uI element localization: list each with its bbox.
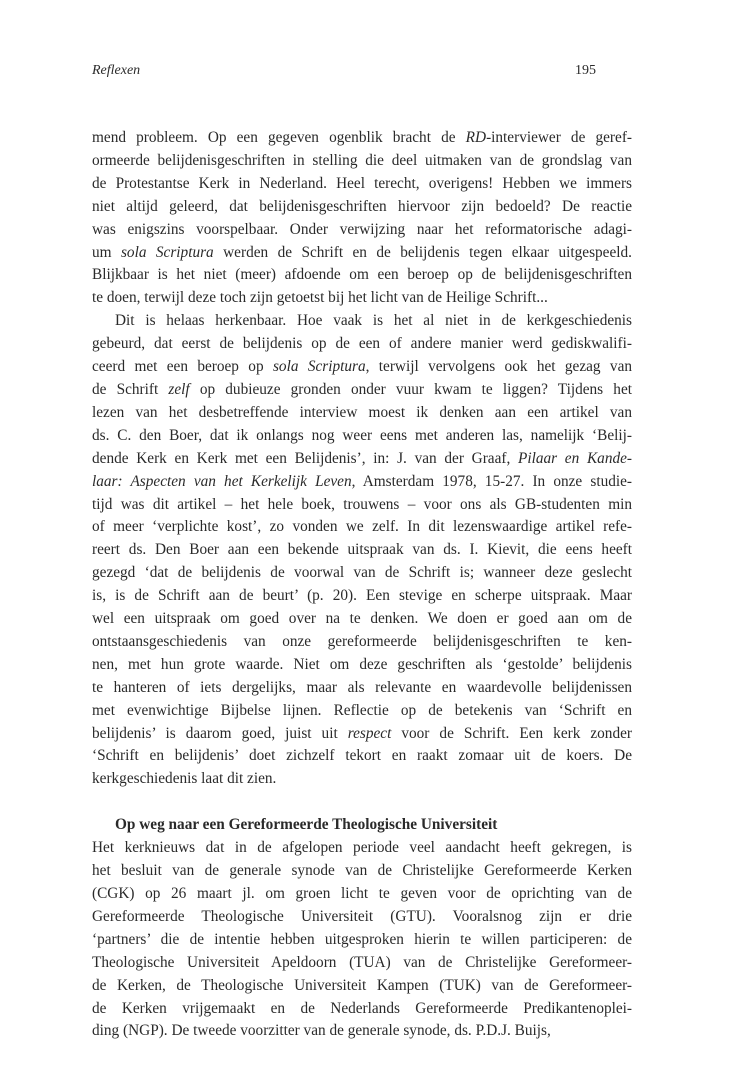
text-line: is, is de Schrift aan de beurt’ (p. 20). Een stevige en scherpe uitspraak. Maar — [92, 587, 632, 605]
paragraph-2 — [92, 310, 632, 791]
text-line: belijdenis’ is daarom goed, juist uit respect voor de Schrift. Een kerk zonder — [92, 724, 632, 742]
text-line: de Protestantse Kerk in Nederland. Heel terecht, overigens! Hebben we immers — [92, 174, 632, 192]
text-line: te hanteren of iets dergelijks, maar als relevante en waardevolle belijdenissen — [92, 678, 632, 696]
text-line: tijd was dit artikel – het hele boek, trouwens – voor ons als GB-studenten min — [92, 495, 632, 513]
text-line: um sola Scriptura werden de Schrift en de belijdenis tegen elkaar uitgespeeld. — [92, 243, 632, 261]
text-line: laar: Aspecten van het Kerkelijk Leven, Amsterdam 1978, 15-27. In onze studie- — [92, 472, 632, 490]
text-line: de Kerken vrijgemaakt en de Nederlands Gereformeerde Predikantenoplei- — [92, 999, 632, 1017]
text-line: lezen van het desbetreffende interview moest ik denken aan een artikel van — [92, 403, 632, 421]
page-number: 195 — [575, 63, 596, 78]
text-line: nen, met hun grote waarde. Niet om deze geschriften als ‘gestolde’ belijdenis — [92, 655, 632, 673]
text-line: te doen, terwijl deze toch zijn getoetst bij het licht van de Heilige Schrift... — [92, 289, 548, 307]
text-line: wel een uitspraak om goed over na te denken. We doen er goed aan om de — [92, 610, 632, 628]
text-line: dende Kerk en Kerk met een Belijdenis’, in: J. van der Graaf, Pilaar en Kande- — [92, 449, 632, 467]
running-title: Reflexen — [92, 63, 141, 78]
text-line: was enigszins voorspelbaar. Onder verwijzing naar het reformatorische adagi- — [92, 220, 632, 238]
text-line: de Kerken, de Theologische Universiteit Kampen (TUK) van de Gereformeer- — [92, 976, 632, 994]
text-line: ‘Schrift en belijdenis’ doet zichzelf tekort en raakt zomaar uit de koers. De — [92, 747, 632, 765]
text-line: met evenwichtige Bijbelse lijnen. Reflectie op de betekenis van ‘Schrift en — [92, 701, 632, 719]
text-line: ds. C. den Boer, dat ik onlangs nog weer eens met anderen las, namelijk ‘Belij- — [92, 426, 632, 444]
body-text — [92, 127, 632, 1043]
text-line: Theologische Universiteit Apeldoorn (TUA) van de Christelijke Gereformeer- — [92, 953, 632, 971]
text-line: ormeerde belijdenisgeschriften in stelling die deel uitmaken van de grondslag van — [92, 151, 632, 169]
text-line: mend probleem. Op een gegeven ogenblik bracht de RD-interviewer de geref- — [92, 129, 633, 146]
text-line: de Schrift zelf op dubieuze gronden onder vuur kwam te liggen? Tijdens het — [92, 380, 632, 398]
text-line: gebeurd, dat eerst de belijdenis op de een of andere manier werd gediskwalifi- — [92, 335, 632, 353]
text-line: ding (NGP). De tweede voorzitter van de generale synode, ds. P.D.J. Buijs, — [92, 1022, 551, 1040]
text-line: (CGK) op 26 maart jl. om groen licht te geven voor de oprichting van de — [92, 885, 632, 902]
text-line: Blijkbaar is het niet (meer) afdoende om een beroep op de belijdenisgeschriften — [92, 266, 632, 284]
paragraph-1 — [92, 127, 632, 310]
running-head — [92, 63, 596, 83]
text-line: Gereformeerde Theologische Universiteit (GTU). Vooralsnog zijn er drie — [92, 907, 632, 925]
text-line: reert ds. Den Boer aan een bekende uitspraak van ds. I. Kievit, die eens heeft — [92, 541, 632, 559]
text-line: het besluit van de generale synode van de Christelijke Gereformeerde Kerken — [92, 862, 632, 880]
section-heading: Op weg naar een Gereformeerde Theologische Universiteit — [115, 816, 498, 834]
paragraph-3 — [92, 837, 632, 1043]
section-spacer — [92, 791, 632, 814]
text-line: ontstaansgeschiedenis van onze gereformeerde belijdenisgeschriften te ken- — [92, 632, 632, 650]
text-line: gezegd ‘dat de belijdenis de voorwal van de Schrift is; wanneer deze geslecht — [92, 564, 632, 582]
text-line: kerkgeschiedenis laat dit zien. — [92, 770, 277, 788]
text-line: ‘partners’ die de intentie hebben uitgesproken hierin te willen participeren: de — [92, 930, 632, 948]
text-line: of meer ‘verplichte kost’, zo vonden we zelf. In dit lezenswaardige artikel refe- — [92, 518, 632, 536]
text-line: ceerd met een beroep op sola Scriptura, terwijl vervolgens ook het gezag van — [92, 358, 633, 376]
text-line: Dit is helaas herkenbaar. Hoe vaak is het al niet in de kerkgeschiedenis — [115, 312, 632, 330]
text-line: niet altijd geleerd, dat belijdenisgeschriften hiervoor zijn bedoeld? De reactie — [92, 197, 632, 215]
text-line: Het kerknieuws dat in de afgelopen periode veel aandacht heeft gekregen, is — [92, 839, 632, 857]
